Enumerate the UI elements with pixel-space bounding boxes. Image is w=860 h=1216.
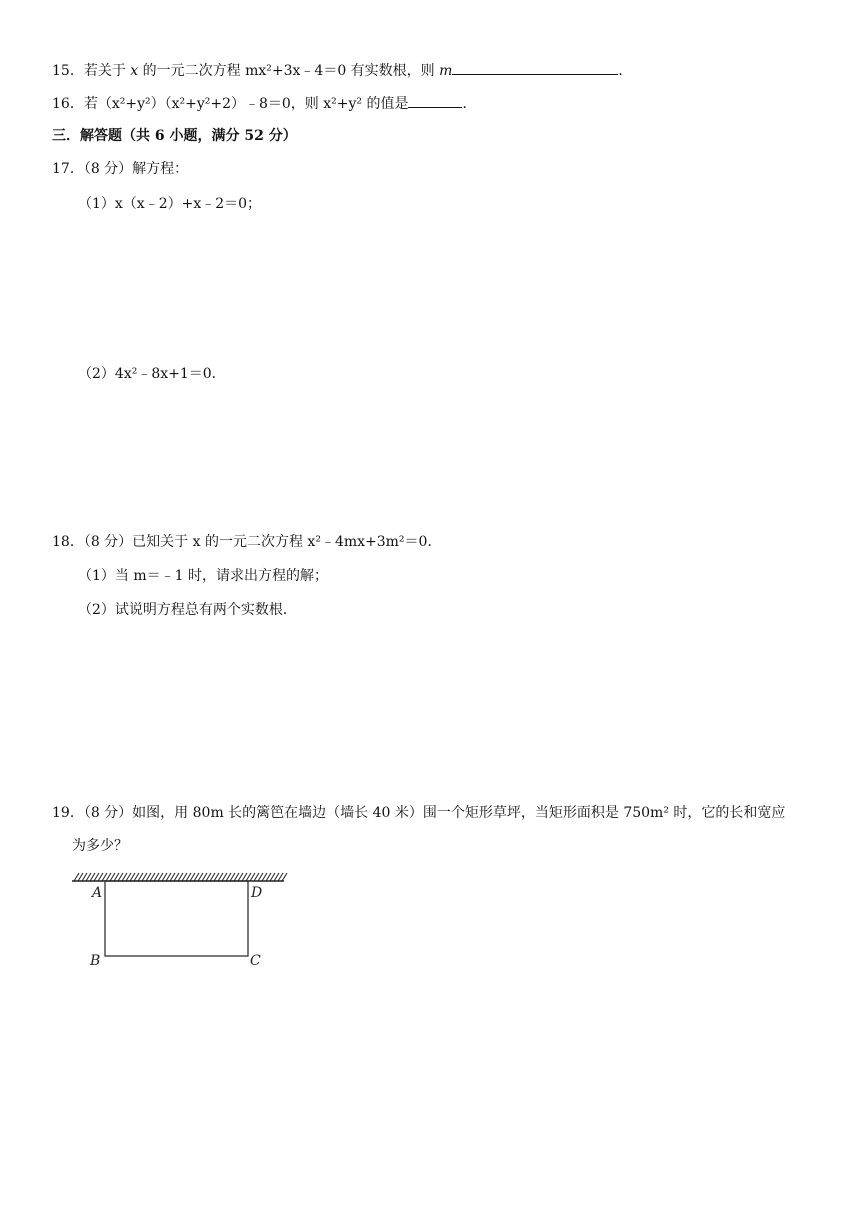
question-18 [52,532,441,552]
question-19-continued: 为多少？ [72,838,128,854]
question-text: 若关于 [83,63,131,79]
question-15 [52,60,632,81]
question-text: 若（x²+y²）（x²+y²+2）﹣8＝0，则 x²+y² 的值是 [83,96,409,112]
question-17-part-2: （2）4x²﹣8x+1＝0． [78,366,226,382]
question-text: （8 分）解方程： [83,161,189,177]
label-c: C [250,953,261,969]
label-a: A [92,885,103,901]
question-18-part-2: （2）试说明方程总有两个实数根． [78,602,297,618]
question-text: 有实数根，则 [346,63,440,79]
question-number: 17． [52,161,84,177]
label-b: B [90,953,101,969]
label-d: D [251,885,263,901]
question-19 [52,803,785,823]
rectangle-abcd [105,881,248,956]
question-number: 15． [52,63,84,79]
question-number: 16． [52,96,84,112]
question-number: 18． [52,534,84,550]
variable-m: m [439,63,453,79]
question-16 [52,93,476,114]
punctuation: ． [618,63,633,79]
question-text: （8 分）已知关于 x 的一元二次方程 x²﹣4mx+3m²＝0． [83,534,442,550]
question-17-part-1: （1）x（x﹣2）+x﹣2＝0； [78,196,262,212]
punctuation: ． [462,96,477,112]
question-text: 的一元二次方程 [138,63,246,79]
question-text: （8 分）如图，用 80m 长的篱笆在墙边（墙长 40 米）围一个矩形草坪，当矩形面积是 750m² 时，它的长和宽应 [83,805,786,821]
answer-blank[interactable] [452,60,618,75]
rectangle-figure [68,868,298,972]
equation: mx²+3x﹣4＝0 [245,63,347,79]
question-18-part-1: （1）当 m＝﹣1 时，请求出方程的解； [78,568,328,584]
answer-blank[interactable] [408,93,462,108]
variable-x: x [130,63,139,79]
section-heading: 三．解答题（共 6 小题，满分 52 分） [52,128,297,144]
question-number: 19． [52,805,84,821]
question-17 [52,159,188,179]
wall-hatching [72,873,287,881]
